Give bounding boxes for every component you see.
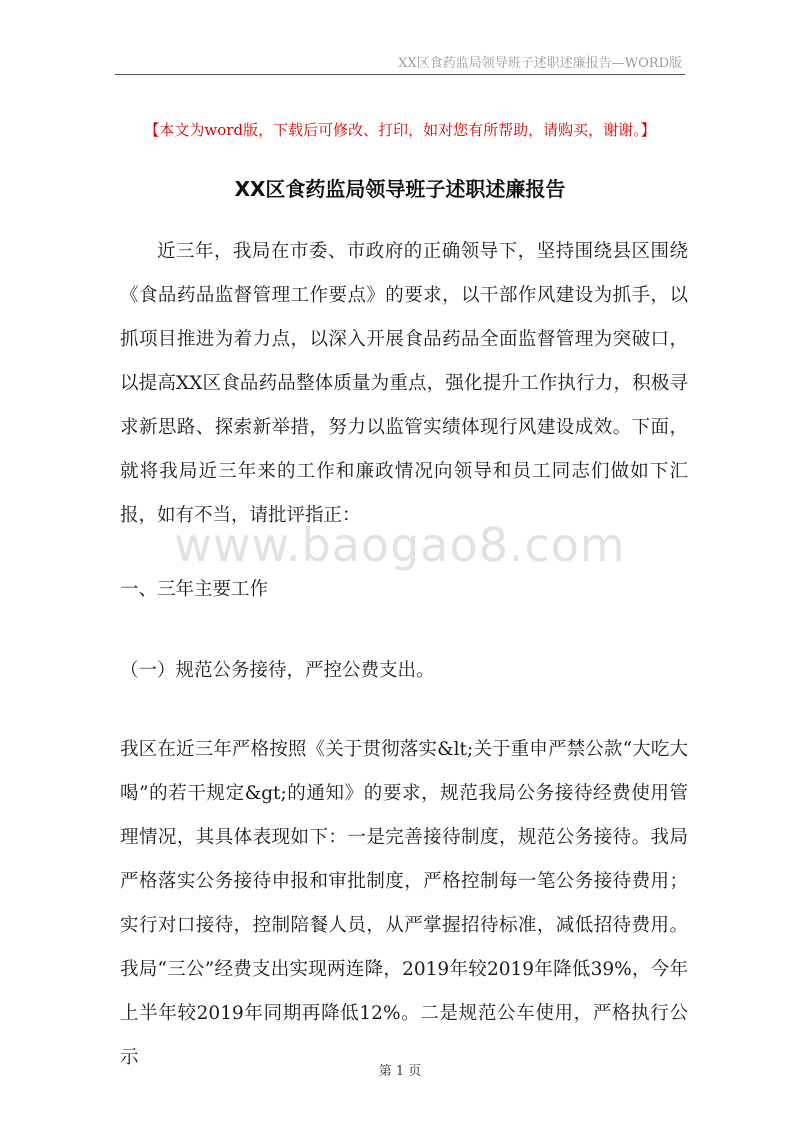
section-heading: 一、三年主要工作 bbox=[120, 579, 269, 600]
intro-paragraph: 近三年，我局在市委、市政府的正确领导下，坚持围绕县区围绕《食品药品监督管理工作要点》的要求，以干部作风建设为抓手，以抓项目推进为着力点，以深入开展食品药品全面监督管理为突破口，以提高XX区食品药品整体质量为重点，强化提升工作执行力，积极寻求新思路、探索新举措，努力以监管实绩体现行风建设成效。下面，就将我局近三年来的工作和廉政情况向领导和员工同志们做如下汇报，如有不当，请批评指正： bbox=[120, 241, 688, 526]
document-title: XX区食药监局领导班子述职述廉报告 bbox=[234, 177, 566, 201]
purchase-notice: 【本文为word版，下载后可修改、打印，如对您有所帮助，请购买，谢谢。】 bbox=[144, 121, 656, 139]
page-number: 第 1 页 bbox=[378, 1064, 422, 1079]
subsection-heading: （一）规范公务接待，严控公费支出。 bbox=[120, 660, 435, 681]
header-divider bbox=[115, 74, 685, 75]
running-header: XX区食药监局领导班子述职述廉报告—WORD版 bbox=[398, 56, 682, 71]
body-paragraph: 我区在近三年严格按照《关于贯彻落实&lt;关于重申严禁公款“大吃大喝”的若干规定&gt;的通知》的要求，规范我局公务接待经费使用管理情况，其具体表现如下：一是完善接待制度，规范公务接待。我局严格落实公务接待申报和审批制度，严格控制每一笔公务接待费用；实行对口接待，控制陪餐人员，从严掌握招待标准，减低招待费用。我局“三公”经费支出实现两连降，2019年较2019年降低39%，今年上半年较2019年同期再降低12%。二是规范公车使用，严格执行公示 bbox=[120, 739, 688, 1068]
watermark: www.baogao8.com bbox=[174, 518, 626, 572]
